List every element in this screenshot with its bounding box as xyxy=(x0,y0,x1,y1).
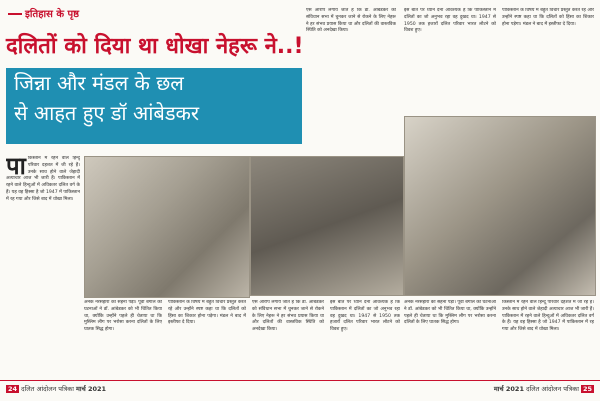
column-6 xyxy=(404,300,496,376)
column-intro-a xyxy=(306,8,396,148)
page-number-left: 24 xyxy=(8,385,18,393)
footer-right xyxy=(494,384,594,393)
column-intro-b xyxy=(404,8,496,112)
col1-text: किस्तान में रहने वाले हिन्दू परिवार दहशत में जी रहे हैं। उनके साथ होने वाले जेहादी अत्याचार आज भी जारी हैं। पाकिस्तान में रहने वाले हिन्दुओं में अधिकतर दलित वर्ग के हैं। यह वह हिस्सा है जो 1947 में पाकिस्तान में रह गया और जिसे बाद में धोखा मिला। xyxy=(6,156,80,202)
col4-bottom-text: ऐसे आरोप लगाये जाते हैं कि डॉ. आंबेडकर को संविधान सभा में चुनकर जाने से रोकने के लिए नेहरू ने हर संभव प्रयास किया था और दलितों की वास्तविक स्थिति को अनदेखा किया। xyxy=(252,300,324,333)
column-4 xyxy=(252,300,324,376)
footer-left-date: मार्च 2021 xyxy=(76,385,107,393)
footer-left-title: दलित आंदोलन पत्रिका xyxy=(21,385,74,393)
footer-right-date: मार्च 2021 xyxy=(493,385,524,393)
dropcap: पा xyxy=(6,156,26,180)
photo-jinnah xyxy=(84,156,250,298)
page-number-right: 25 xyxy=(582,385,592,393)
section-bar xyxy=(8,13,22,15)
col4-text: ऐसे आरोप लगाये जाते हैं कि डॉ. आंबेडकर को संविधान सभा में चुनकर जाने से रोकने के लिए नेहरू ने हर संभव प्रयास किया था और दलितों की वास्तविक स्थिति को अनदेखा किया। xyxy=(306,8,396,34)
footer-right-title: दलित आंदोलन पत्रिका xyxy=(526,385,579,393)
col3-text: पाकिस्तान के विषय में बहुत विचार प्रस्तुत करते रहे और उन्होंने स्पष्ट कहा था कि दलितों को हिंसा का शिकार होना पड़ेगा। मंडल ने बाद में इस्तीफा दे दिया। xyxy=(168,300,246,326)
subhead-box xyxy=(6,68,302,144)
footer-left xyxy=(6,384,106,393)
col7-text: किस्तान में रहने वाले हिन्दू परिवार दहशत में जी रहे हैं। उनके साथ होने वाले जेहादी अत्याचार आज भी जारी हैं। पाकिस्तान में रहने वाले हिन्दुओं में अधिकतर दलित वर्ग के हैं। यह वह हिस्सा है जो 1947 में पाकिस्तान में रह गया और जिसे बाद में धोखा मिला। xyxy=(502,300,594,333)
headline: दलितों को दिया था धोखा नेहरू ने..! xyxy=(6,34,304,59)
col3-top-text: पाकिस्तान के विषय में बहुत विचार प्रस्तुत करते रहे और उन्होंने स्पष्ट कहा था कि दलितों को हिंसा का शिकार होना पड़ेगा। मंडल ने बाद में इस्तीफा दे दिया। xyxy=(502,8,594,27)
subhead-line-2: से आहत हुए डॉ आंबेडकर xyxy=(14,101,200,125)
col5-bottom-text: इस बात पर ध्यान देना आवश्यक है कि पाकिस्तान में दलितों का जो अनुभव रहा वह दुखद था। 1947 से 1950 तक हजारों दलित परिवार भारत लौटने को विवश हुए। xyxy=(330,300,400,333)
photo-ambedkar xyxy=(404,116,596,296)
subhead-line-1: जिन्ना और मंडल के छल xyxy=(14,71,184,95)
section-tag xyxy=(8,6,79,20)
section-label: इतिहास के पृष्ठ xyxy=(25,9,80,20)
column-intro-c xyxy=(502,8,594,112)
col5-text: इस बात पर ध्यान देना आवश्यक है कि पाकिस्तान में दलितों का जो अनुभव रहा वह दुखद था। 1947 से 1950 तक हजारों दलित परिवार भारत लौटने को विवश हुए। xyxy=(404,8,496,34)
column-5 xyxy=(330,300,400,376)
col6-text: अनेक नरसंहारों को सहना पड़ा। पूर्वी बंगाल की घटनाओं ने डॉ. आंबेडकर को भी चिंतित किया था, क्योंकि उन्होंने पहले ही चेताया था कि मुस्लिम लीग पर भरोसा करना दलितों के लिए घातक सिद्ध होगा। xyxy=(404,300,496,326)
column-2 xyxy=(84,300,162,376)
footer-rule xyxy=(0,380,600,381)
column-7 xyxy=(502,300,594,376)
column-1 xyxy=(6,156,80,376)
photo-meeting xyxy=(250,156,404,296)
col2-text: अनेक नरसंहारों को सहना पड़ा। पूर्वी बंगाल की घटनाओं ने डॉ. आंबेडकर को भी चिंतित किया था, क्योंकि उन्होंने पहले ही चेताया था कि मुस्लिम लीग पर भरोसा करना दलितों के लिए घातक सिद्ध होगा। xyxy=(84,300,162,333)
column-3 xyxy=(168,300,246,376)
